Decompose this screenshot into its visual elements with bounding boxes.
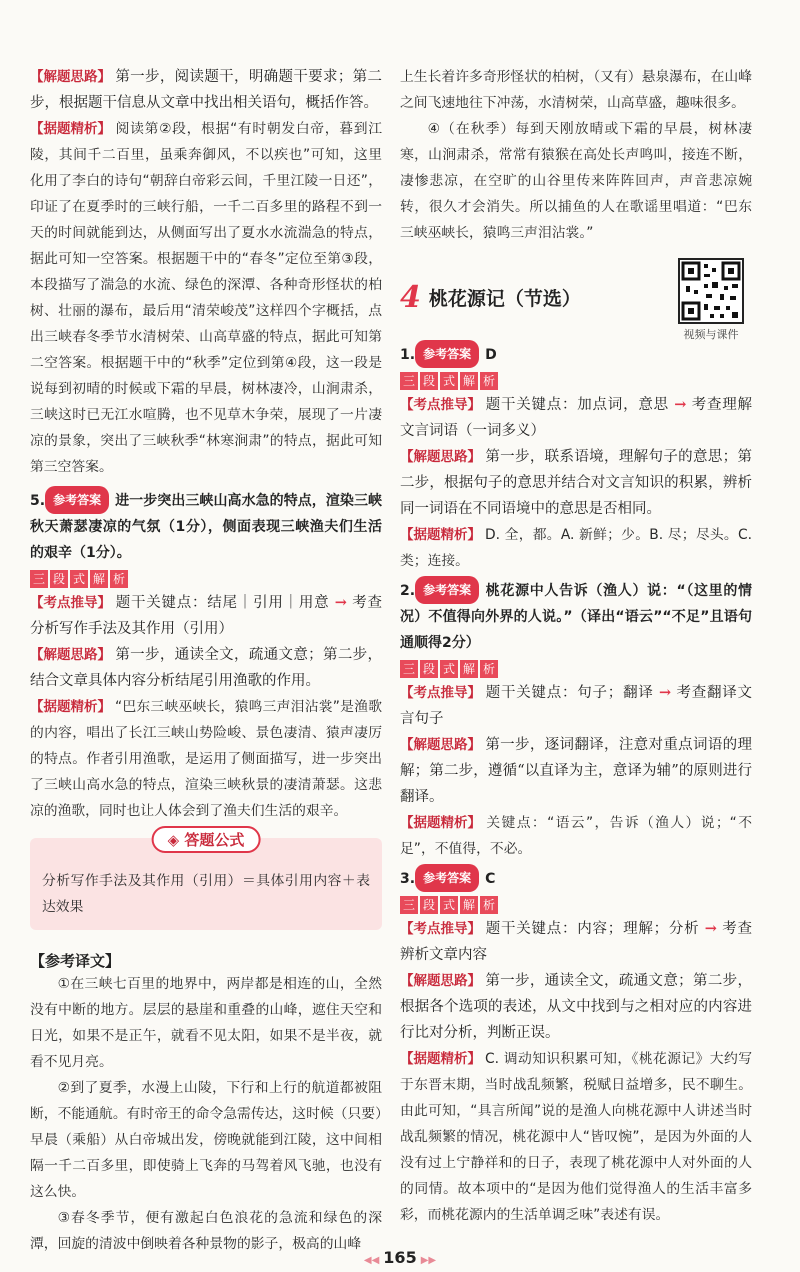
three-step-analysis-badge [30, 570, 128, 588]
q3-answer [400, 864, 752, 892]
lesson-name: 桃花源记（节选） [428, 288, 581, 310]
answer-badge: 参考答案 [415, 340, 479, 368]
translation-para-1: ①在三峡七百里的地界中，两岸都是相连的山，全然没有中断的地方。层层的悬崖和重叠的山峰，遮住天空和日光，如果不是正午，就看不见太阳，如果不是半夜，就看不见月亮。 [30, 976, 382, 1070]
formula-box [30, 831, 382, 930]
label-jtsl: 【解题思路】 [400, 449, 481, 465]
q1-analysis [400, 522, 752, 574]
badge-char: 解 [460, 660, 478, 678]
badge-char: 解 [460, 372, 478, 390]
q5-answer-text: 进一步突出三峡山高水急的特点，渲染三峡秋天萧瑟凄凉的气氛（1分），侧面表现三峡渔夫们生活的艰辛（1分）。 [30, 493, 382, 561]
q4-jtsl-text: 第一步，阅读题干，明确题干要求；第二步，根据题干信息从文章中找出相关语句，概括作答。 [30, 69, 382, 111]
left-column [30, 64, 382, 1257]
right-column [400, 64, 752, 1228]
lesson-title [400, 280, 581, 315]
badge-char: 析 [480, 896, 498, 914]
three-step-analysis-badge [400, 896, 498, 914]
page-number: 165 [383, 1248, 417, 1267]
lesson-header [400, 258, 752, 340]
q1-solution-steps [400, 444, 752, 522]
qr-caption: 视频与课件 [683, 328, 739, 341]
q1-answer [400, 340, 752, 368]
badge-char: 解 [90, 570, 108, 588]
q1-jtjx-text: D. 全，都。A. 新鲜；少。B. 尽；尽头。C. 类；连接。 [400, 527, 752, 569]
translation-para-2: ②到了夏季，水漫上山陵，下行和上行的航道都被阻断，不能通航。有时帝王的命令急需传达，这时候（只要）早晨（乘船）从白帝城出发，傍晚就能到江陵，这中间相隔一千二百多里，即使骑上飞奔的马驾着风飞驰，也没有这么快。 [30, 1080, 382, 1200]
badge-char: 析 [110, 570, 128, 588]
q3-analysis [400, 1046, 752, 1228]
label-jtjx: 【据题精析】 [400, 815, 481, 831]
arrow-icon: → [658, 684, 672, 701]
next-arrows-icon: ▶▶ [420, 1255, 437, 1266]
q1-key-points [400, 392, 752, 444]
q3-answer-text: C [485, 871, 496, 887]
label-jtjx: 【据题精析】 [400, 1051, 481, 1067]
q1-kdtd-a: 题干关键点：加点词，意思 [485, 397, 669, 413]
badge-char: 段 [420, 896, 438, 914]
q2-kdtd-a: 题干关键点：句子；翻译 [485, 685, 654, 701]
page-footer [0, 1248, 800, 1267]
answer-badge: 参考答案 [415, 576, 479, 604]
formula-title-text: 答题公式 [184, 831, 245, 849]
q5-key-points [30, 590, 382, 642]
qr-code-icon[interactable] [678, 258, 744, 324]
badge-char: 段 [50, 570, 68, 588]
arrow-icon: → [334, 594, 347, 611]
badge-char: 三 [400, 372, 418, 390]
badge-char: 三 [400, 896, 418, 914]
q5-jtsl-text: 第一步，通读全文，疏通文意；第二步，结合文章具体内容分析结尾引用渔歌的作用。 [30, 647, 382, 689]
badge-char: 式 [70, 570, 88, 588]
badge-char: 式 [440, 372, 458, 390]
q2-answer [400, 576, 752, 656]
translation-para-3: ③春冬季节，便有激起白色浪花的急流和绿色的深潭，回旋的清波中倒映着各种景物的影子，极高的山峰 [30, 1210, 382, 1252]
q1-kdtd-b: 考查理解文言词语（一词多义） [400, 397, 753, 439]
label-kdtd: 【考点推导】 [400, 397, 481, 413]
arrow-icon: → [674, 396, 687, 413]
q4-solution-steps [30, 64, 382, 116]
q5-kdtd-a: 题干关键点：结尾｜引用｜用意 [115, 595, 330, 611]
q5-number: 5. [30, 493, 46, 509]
q3-kdtd-a: 题干关键点：内容；理解；分析 [485, 921, 700, 937]
q1-answer-text: D [485, 347, 497, 363]
lesson-number: 4 [400, 280, 421, 315]
badge-char: 析 [480, 372, 498, 390]
layers-icon: ◈ [167, 831, 185, 849]
q4-analysis [30, 116, 382, 480]
label-kdtd: 【考点推导】 [400, 685, 481, 701]
badge-char: 段 [420, 660, 438, 678]
q2-number: 2. [400, 583, 416, 599]
prev-arrows-icon: ◀◀ [363, 1255, 380, 1266]
badge-char: 式 [440, 896, 458, 914]
label-kdtd: 【考点推导】 [400, 921, 481, 937]
q2-analysis [400, 810, 752, 862]
translation-para-3-cont: 上生长着许多奇形怪状的柏树，（又有）悬泉瀑布，在山峰之间飞速地往下冲荡，水清树荣，山高草盛，趣味很多。 [400, 69, 752, 111]
q5-analysis [30, 694, 382, 824]
q5-jtjx-text: “巴东三峡巫峡长，猿鸣三声泪沾裳”是渔歌的内容，唱出了长江三峡山势险峻、景色凄清、猿声凄厉的特点。作者引用渔歌，是运用了侧面描写，进一步突出了三峡山高水急的特点，渲染三峡秋景的凄清萧瑟。这悲凉的渔歌，同时也让人体会到了渔夫们生活的艰辛。 [30, 699, 382, 819]
q2-kdtd-b: 考查翻译文言句子 [400, 685, 753, 727]
q4-jtjx-text: 阅读第②段，根据“有时朝发白帝，暮到江陵，其间千二百里，虽乘奔御风，不以疾也”可知，这里化用了李白的诗句“朝辞白帝彩云间，千里江陵一日还”，印证了在夏季时的三峡行船，一千二百多里的路程不到一天的时间就能到达，从侧面写出了夏水水流湍急的特点，据此可知一空答案。根据题干中的“春冬”定位至第③段，本段描写了湍急的水流、绿色的深潭、各种奇形怪状的柏树、壮丽的瀑布，最后用“清荣峻茂”这样四个字概括，点出三峡春冬季节水清树荣、山高草盛的特点，据此可知第二空答案。根据题干中的“秋季”定位到第④段，这一段是说每到初晴的时候或下霜的早晨，树林凄冷，山涧肃杀，三峡这时已无江水喧腾，也不见草木争荣，展现了一片凄凉的景象，突出了三峡秋季“林寒涧肃”的特点，据此可知第三空答案。 [30, 121, 382, 475]
translation-para-4: ④（在秋季）每到天刚放晴或下霜的早晨，树林凄寒，山涧肃杀，常常有猿猴在高处长声鸣叫，接连不断，凄惨悲凉，在空旷的山谷里传来阵阵回声，声音悲凉婉转，很久才会消失。所以捕鱼的人在歌谣里唱道：“巴东三峡巫峡长，猿鸣三声泪沾裳。” [400, 121, 752, 241]
answer-badge: 参考答案 [45, 486, 109, 514]
formula-title [152, 826, 261, 853]
label-jtsl: 【解题思路】 [400, 737, 481, 753]
q2-jtsl-text: 第一步，逐词翻译，注意对重点词语的理解；第二步，遵循“以直译为主，意译为辅”的原则进行翻译。 [400, 737, 752, 805]
badge-char: 解 [460, 896, 478, 914]
q2-jtjx-text: 关键点：“语云”，告诉（渔人）说；“不足”，不值得，不必。 [400, 815, 752, 857]
badge-char: 析 [480, 660, 498, 678]
arrow-icon: → [704, 920, 717, 937]
label-jtjx: 【据题精析】 [400, 527, 481, 543]
q1-number: 1. [400, 347, 416, 363]
q3-number: 3. [400, 871, 416, 887]
q2-solution-steps [400, 732, 752, 810]
reference-translation-title: 【参考译文】 [30, 952, 121, 970]
label-jtsl: 【解题思路】 [400, 973, 481, 989]
badge-char: 式 [440, 660, 458, 678]
q2-answer-text: 桃花源中人告诉（渔人）说：“（这里的情况）不值得向外界的人说。”（译出“语云”“不足”且语句通顺得2分） [400, 583, 752, 651]
badge-char: 三 [30, 570, 48, 588]
badge-char: 段 [420, 372, 438, 390]
badge-char: 三 [400, 660, 418, 678]
q5-answer [30, 486, 382, 566]
three-step-analysis-badge [400, 372, 498, 390]
label-kdtd: 【考点推导】 [30, 595, 111, 611]
q2-key-points [400, 680, 752, 732]
answer-badge: 参考答案 [415, 864, 479, 892]
q5-kdtd-b: 考查分析写作手法及其作用（引用） [30, 595, 383, 637]
three-step-analysis-badge [400, 660, 498, 678]
q3-jtjx-text: C. 调动知识积累可知，《桃花源记》大约写于东晋末期，当时战乱频繁，税赋日益增多，民不聊生。由此可知，“具言所闻”说的是渔人向桃花源中人讲述当时战乱频繁的情况，桃花源中人“皆叹惋”，是因为外面的人没有过上宁静祥和的日子，表现了桃花源中人对外面的人的同情。故本项中的“是因为他们觉得渔人的生活丰富多彩，而桃花源内的生活单调乏味”表述有误。 [400, 1051, 752, 1223]
label-jtjx: 【据题精析】 [30, 121, 111, 137]
q1-jtsl-text: 第一步，联系语境，理解句子的意思；第二步，根据句子的意思并结合对文言知识的积累，辨析同一词语在不同语境中的意思是否相同。 [400, 449, 752, 517]
label-jtsl: 【解题思路】 [30, 69, 111, 85]
q5-solution-steps [30, 642, 382, 694]
q3-key-points [400, 916, 752, 968]
q3-jtsl-text: 第一步，通读全文，疏通文意；第二步，根据各个选项的表述，从文中找到与之相对应的内容进行比对分析，判断正误。 [400, 973, 752, 1041]
q3-kdtd-b: 考查辨析文章内容 [400, 921, 753, 963]
qr-block[interactable] [670, 258, 752, 342]
label-jtsl: 【解题思路】 [30, 647, 111, 663]
label-jtjx: 【据题精析】 [30, 699, 111, 715]
formula-text: 分析写作手法及其作用（引用）＝具体引用内容＋表达效果 [42, 873, 370, 915]
q3-solution-steps [400, 968, 752, 1046]
